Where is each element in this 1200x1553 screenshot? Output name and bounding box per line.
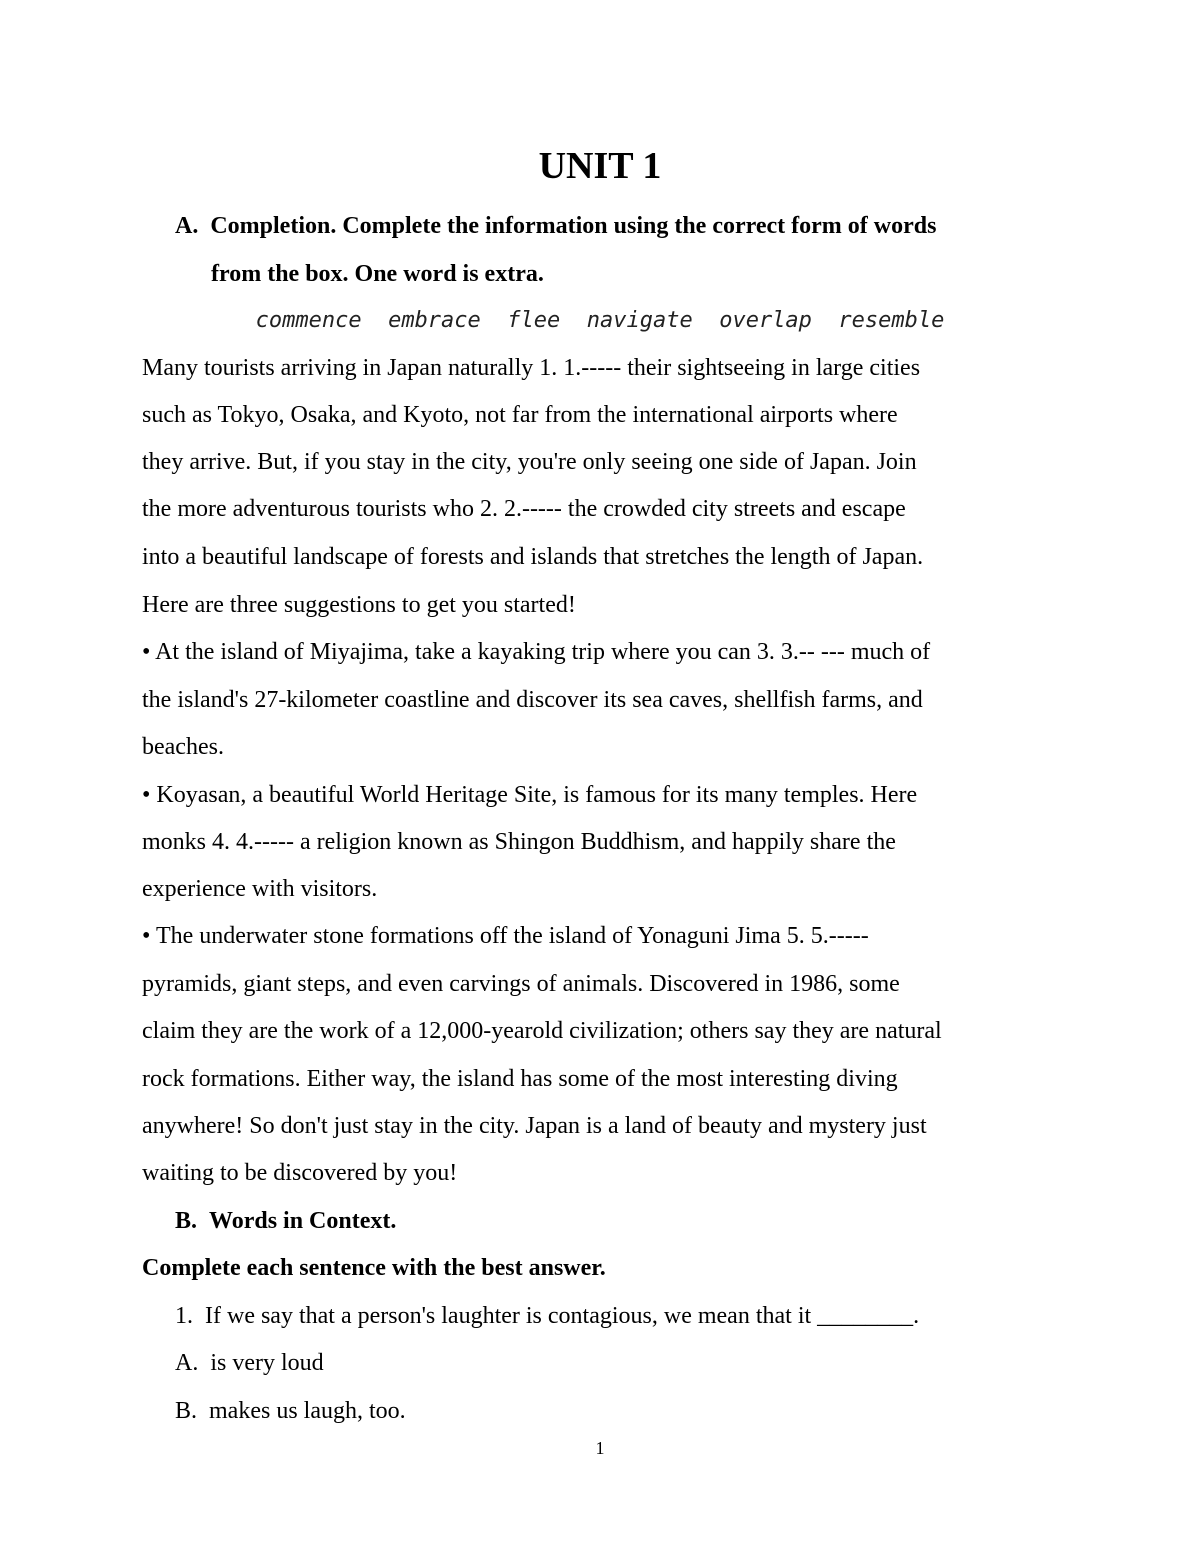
passage-line: Many tourists arriving in Japan naturally 1. 1.----- their sightseeing in large cities	[142, 355, 921, 381]
option-b	[175, 1395, 406, 1427]
section-b-label: B.	[175, 1208, 198, 1234]
section-b-heading-text: Words in Context.	[209, 1208, 397, 1234]
passage-line: Here are three suggestions to get you started!	[142, 592, 576, 618]
passage-line: such as Tokyo, Osaka, and Kyoto, not far from the international airports where	[142, 402, 898, 428]
passage-line: they arrive. But, if you stay in the city, you're only seeing one side of Japan. Join	[142, 449, 917, 475]
passage-line: monks 4. 4.----- a religion known as Shingon Buddhism, and happily share the	[142, 829, 896, 855]
passage-line: experience with visitors.	[142, 876, 378, 902]
passage-line: claim they are the work of a 12,000-yearold civilization; others say they are natural	[142, 1018, 942, 1044]
option-a	[175, 1347, 324, 1379]
option-label: B.	[175, 1398, 198, 1424]
passage-line: • At the island of Miyajima, take a kayaking trip where you can 3. 3.-- --- much of	[142, 639, 931, 665]
passage-line: rock formations. Either way, the island has some of the most interesting diving	[142, 1066, 898, 1092]
section-a-label: A.	[175, 213, 199, 239]
option-label: A.	[175, 1350, 199, 1376]
passage-line: the island's 27-kilometer coastline and discover its sea caves, shellfish farms, and	[142, 687, 923, 713]
question-1	[175, 1300, 919, 1332]
section-b-instruction: Complete each sentence with the best answer.	[142, 1255, 606, 1281]
passage-line: beaches.	[142, 734, 224, 760]
word-box: commence embrace flee navigate overlap resemble	[255, 308, 945, 333]
unit-title: UNIT 1	[538, 145, 662, 187]
section-b-heading	[175, 1205, 396, 1237]
question-number: 1.	[175, 1303, 193, 1329]
passage-line: the more adventurous tourists who 2. 2.----- the crowded city streets and escape	[142, 496, 906, 522]
passage-line: waiting to be discovered by you!	[142, 1160, 458, 1186]
passage-line: • The underwater stone formations off the island of Yonaguni Jima 5. 5.-----	[142, 923, 869, 949]
section-a-heading	[175, 210, 936, 242]
question-text: If we say that a person's laughter is contagious, we mean that it ________.	[205, 1303, 920, 1329]
option-text: is very loud	[210, 1350, 324, 1376]
page-number: 1	[595, 1438, 605, 1458]
passage-line: into a beautiful landscape of forests and islands that stretches the length of Japan.	[142, 544, 924, 570]
passage-line: pyramids, giant steps, and even carvings of animals. Discovered in 1986, some	[142, 971, 900, 997]
passage-line: • Koyasan, a beautiful World Heritage Site, is famous for its many temples. Here	[142, 782, 918, 808]
option-text: makes us laugh, too.	[209, 1398, 406, 1424]
section-a-heading-line1: Completion. Complete the information using the correct form of words	[210, 213, 937, 239]
section-a-heading-line2: from the box. One word is extra.	[211, 261, 544, 287]
passage-line: anywhere! So don't just stay in the city. Japan is a land of beauty and mystery just	[142, 1113, 927, 1139]
